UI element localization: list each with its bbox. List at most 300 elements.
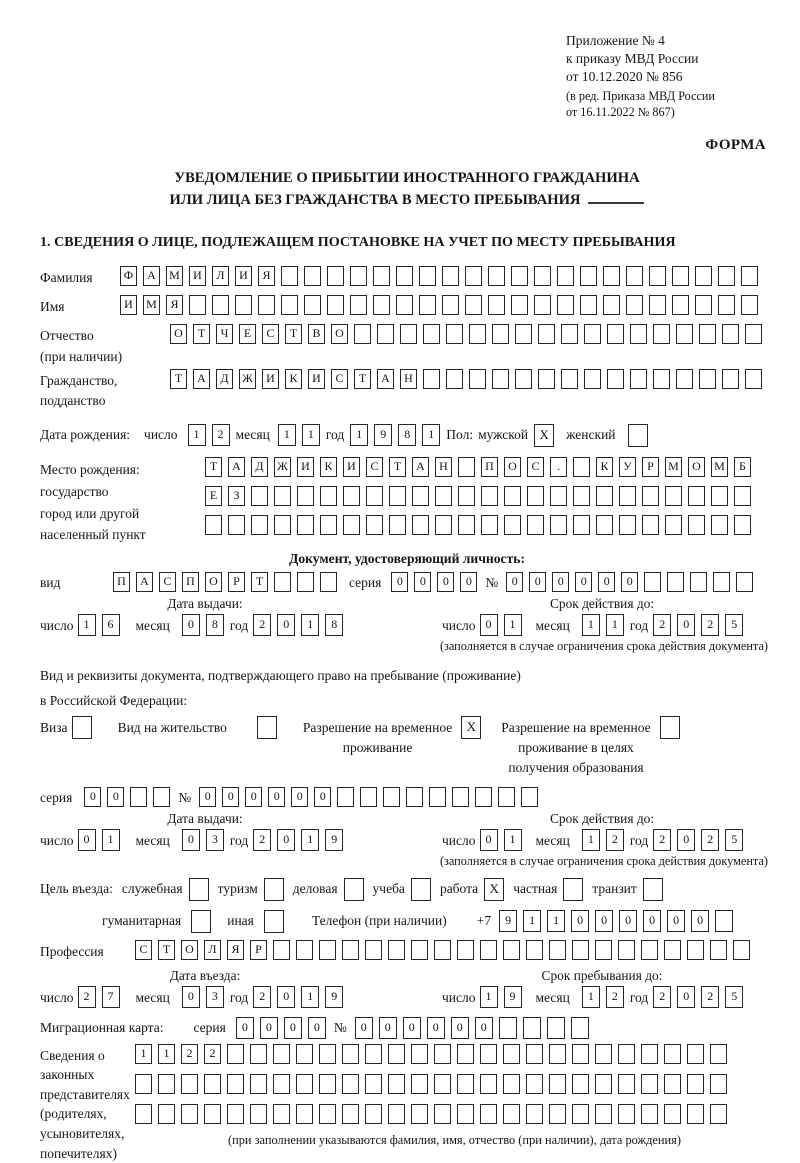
char-cell[interactable]: Я	[258, 266, 275, 286]
char-cell[interactable]: Н	[435, 457, 452, 477]
char-cell[interactable]: 0	[598, 572, 615, 592]
char-cell[interactable]	[320, 515, 337, 535]
char-cell[interactable]	[603, 295, 620, 315]
char-cell[interactable]: 0	[182, 986, 200, 1008]
char-cell[interactable]	[736, 572, 753, 592]
visa-checkbox[interactable]	[72, 716, 92, 739]
char-cell[interactable]	[320, 572, 337, 592]
char-cell[interactable]: 1	[582, 986, 600, 1008]
char-cell[interactable]: 0	[182, 614, 200, 636]
char-cell[interactable]: О	[170, 324, 187, 344]
char-cell[interactable]: 0	[414, 572, 431, 592]
char-cell[interactable]: 2	[204, 1044, 221, 1064]
purpose-private-checkbox[interactable]	[563, 878, 583, 901]
char-cell[interactable]	[572, 1074, 589, 1094]
char-cell[interactable]	[457, 1104, 474, 1124]
char-cell[interactable]	[504, 515, 521, 535]
char-cell[interactable]	[538, 324, 555, 344]
char-cell[interactable]	[304, 295, 321, 315]
char-cell[interactable]: 0	[667, 910, 685, 932]
char-cell[interactable]	[412, 486, 429, 506]
char-cell[interactable]	[618, 940, 635, 960]
char-cell[interactable]: 8	[206, 614, 224, 636]
char-cell[interactable]: А	[228, 457, 245, 477]
char-cell[interactable]	[274, 486, 291, 506]
char-cell[interactable]	[423, 324, 440, 344]
char-cell[interactable]: 7	[102, 986, 120, 1008]
char-cell[interactable]	[521, 787, 538, 807]
char-cell[interactable]	[734, 486, 751, 506]
char-cell[interactable]	[250, 1104, 267, 1124]
char-cell[interactable]: А	[377, 369, 394, 389]
char-cell[interactable]: 2	[653, 986, 671, 1008]
char-cell[interactable]	[710, 1074, 727, 1094]
char-cell[interactable]	[549, 1104, 566, 1124]
char-cell[interactable]	[342, 1044, 359, 1064]
char-cell[interactable]: П	[182, 572, 199, 592]
char-cell[interactable]: Р	[642, 457, 659, 477]
char-cell[interactable]	[557, 295, 574, 315]
char-cell[interactable]	[676, 324, 693, 344]
char-cell[interactable]	[526, 1104, 543, 1124]
char-cell[interactable]	[400, 324, 417, 344]
char-cell[interactable]	[481, 486, 498, 506]
char-cell[interactable]: 9	[325, 829, 343, 851]
char-cell[interactable]: Т	[251, 572, 268, 592]
char-cell[interactable]	[469, 324, 486, 344]
char-cell[interactable]: А	[193, 369, 210, 389]
char-cell[interactable]	[630, 369, 647, 389]
char-cell[interactable]: 1	[301, 986, 319, 1008]
char-cell[interactable]: Е	[205, 486, 222, 506]
char-cell[interactable]	[741, 295, 758, 315]
char-cell[interactable]: И	[343, 457, 360, 477]
char-cell[interactable]	[488, 266, 505, 286]
char-cell[interactable]	[688, 515, 705, 535]
char-cell[interactable]: К	[596, 457, 613, 477]
char-cell[interactable]	[360, 787, 377, 807]
char-cell[interactable]: М	[143, 295, 160, 315]
char-cell[interactable]: Н	[400, 369, 417, 389]
char-cell[interactable]: Л	[204, 940, 221, 960]
char-cell[interactable]: 0	[236, 1017, 254, 1039]
char-cell[interactable]: Д	[251, 457, 268, 477]
char-cell[interactable]	[446, 324, 463, 344]
char-cell[interactable]	[458, 515, 475, 535]
temp-residence-checkbox[interactable]: X	[461, 716, 481, 739]
char-cell[interactable]: 1	[350, 424, 368, 446]
char-cell[interactable]	[434, 940, 451, 960]
char-cell[interactable]	[235, 295, 252, 315]
char-cell[interactable]: Ж	[274, 457, 291, 477]
char-cell[interactable]	[672, 266, 689, 286]
char-cell[interactable]	[434, 1044, 451, 1064]
char-cell[interactable]	[419, 295, 436, 315]
char-cell[interactable]	[250, 1074, 267, 1094]
purpose-other-checkbox[interactable]	[264, 910, 284, 933]
char-cell[interactable]: 0	[277, 829, 295, 851]
char-cell[interactable]: 0	[437, 572, 454, 592]
char-cell[interactable]: С	[527, 457, 544, 477]
char-cell[interactable]	[481, 515, 498, 535]
char-cell[interactable]: Т	[158, 940, 175, 960]
char-cell[interactable]	[204, 1074, 221, 1094]
char-cell[interactable]: 5	[725, 614, 743, 636]
char-cell[interactable]	[480, 1104, 497, 1124]
char-cell[interactable]	[251, 515, 268, 535]
char-cell[interactable]	[480, 940, 497, 960]
char-cell[interactable]: 0	[107, 787, 124, 807]
char-cell[interactable]	[688, 486, 705, 506]
char-cell[interactable]: С	[135, 940, 152, 960]
char-cell[interactable]	[595, 940, 612, 960]
char-cell[interactable]	[296, 940, 313, 960]
char-cell[interactable]	[618, 1074, 635, 1094]
char-cell[interactable]: 2	[253, 986, 271, 1008]
char-cell[interactable]	[396, 266, 413, 286]
char-cell[interactable]: М	[665, 457, 682, 477]
char-cell[interactable]: 0	[84, 787, 101, 807]
char-cell[interactable]	[389, 486, 406, 506]
char-cell[interactable]	[406, 787, 423, 807]
char-cell[interactable]	[664, 940, 681, 960]
char-cell[interactable]	[695, 266, 712, 286]
char-cell[interactable]	[626, 295, 643, 315]
char-cell[interactable]	[457, 1044, 474, 1064]
char-cell[interactable]	[549, 1044, 566, 1064]
char-cell[interactable]	[475, 787, 492, 807]
char-cell[interactable]: К	[320, 457, 337, 477]
char-cell[interactable]	[412, 515, 429, 535]
char-cell[interactable]	[492, 369, 509, 389]
char-cell[interactable]	[435, 486, 452, 506]
char-cell[interactable]	[676, 369, 693, 389]
char-cell[interactable]	[273, 1044, 290, 1064]
char-cell[interactable]	[465, 266, 482, 286]
char-cell[interactable]	[158, 1074, 175, 1094]
char-cell[interactable]	[446, 369, 463, 389]
purpose-official-checkbox[interactable]	[189, 878, 209, 901]
char-cell[interactable]: Е	[239, 324, 256, 344]
char-cell[interactable]	[457, 1074, 474, 1094]
char-cell[interactable]	[695, 295, 712, 315]
char-cell[interactable]	[419, 266, 436, 286]
char-cell[interactable]	[227, 1104, 244, 1124]
char-cell[interactable]	[573, 457, 590, 477]
char-cell[interactable]	[503, 1104, 520, 1124]
char-cell[interactable]	[181, 1074, 198, 1094]
char-cell[interactable]	[492, 324, 509, 344]
char-cell[interactable]	[411, 1104, 428, 1124]
char-cell[interactable]	[388, 940, 405, 960]
char-cell[interactable]	[573, 486, 590, 506]
char-cell[interactable]	[699, 369, 716, 389]
char-cell[interactable]: 8	[398, 424, 416, 446]
char-cell[interactable]	[297, 572, 314, 592]
char-cell[interactable]	[469, 369, 486, 389]
char-cell[interactable]: 3	[206, 986, 224, 1008]
char-cell[interactable]: 0	[277, 986, 295, 1008]
char-cell[interactable]	[618, 1104, 635, 1124]
char-cell[interactable]: К	[285, 369, 302, 389]
char-cell[interactable]	[596, 486, 613, 506]
char-cell[interactable]: 0	[308, 1017, 326, 1039]
char-cell[interactable]	[515, 324, 532, 344]
char-cell[interactable]: 0	[575, 572, 592, 592]
char-cell[interactable]: И	[308, 369, 325, 389]
char-cell[interactable]: 9	[504, 986, 522, 1008]
char-cell[interactable]: 1	[422, 424, 440, 446]
char-cell[interactable]	[511, 295, 528, 315]
char-cell[interactable]: 1	[102, 829, 120, 851]
char-cell[interactable]: 1	[523, 910, 541, 932]
char-cell[interactable]	[465, 295, 482, 315]
char-cell[interactable]	[642, 486, 659, 506]
char-cell[interactable]	[699, 324, 716, 344]
char-cell[interactable]	[429, 787, 446, 807]
char-cell[interactable]	[664, 1074, 681, 1094]
char-cell[interactable]	[687, 1044, 704, 1064]
char-cell[interactable]: Т	[193, 324, 210, 344]
char-cell[interactable]	[687, 940, 704, 960]
char-cell[interactable]	[365, 1044, 382, 1064]
char-cell[interactable]	[642, 515, 659, 535]
char-cell[interactable]: 1	[188, 424, 206, 446]
char-cell[interactable]	[580, 266, 597, 286]
char-cell[interactable]: 0	[277, 614, 295, 636]
char-cell[interactable]: 9	[325, 986, 343, 1008]
char-cell[interactable]	[667, 572, 684, 592]
char-cell[interactable]	[296, 1044, 313, 1064]
char-cell[interactable]: 0	[355, 1017, 373, 1039]
char-cell[interactable]: Ф	[120, 266, 137, 286]
char-cell[interactable]: 0	[475, 1017, 493, 1039]
char-cell[interactable]: 2	[701, 829, 719, 851]
char-cell[interactable]	[342, 940, 359, 960]
purpose-study-checkbox[interactable]	[411, 878, 431, 901]
char-cell[interactable]	[273, 1104, 290, 1124]
char-cell[interactable]	[607, 369, 624, 389]
char-cell[interactable]	[618, 1044, 635, 1064]
char-cell[interactable]	[434, 1104, 451, 1124]
char-cell[interactable]	[205, 515, 222, 535]
char-cell[interactable]: Б	[734, 457, 751, 477]
char-cell[interactable]: 2	[253, 829, 271, 851]
char-cell[interactable]: 0	[460, 572, 477, 592]
char-cell[interactable]	[550, 515, 567, 535]
char-cell[interactable]	[281, 295, 298, 315]
char-cell[interactable]	[319, 1104, 336, 1124]
char-cell[interactable]: М	[711, 457, 728, 477]
char-cell[interactable]	[452, 787, 469, 807]
char-cell[interactable]: О	[504, 457, 521, 477]
char-cell[interactable]	[503, 940, 520, 960]
char-cell[interactable]: 1	[582, 614, 600, 636]
char-cell[interactable]	[411, 1074, 428, 1094]
char-cell[interactable]	[649, 295, 666, 315]
char-cell[interactable]: Р	[228, 572, 245, 592]
char-cell[interactable]	[550, 486, 567, 506]
char-cell[interactable]	[718, 295, 735, 315]
char-cell[interactable]	[503, 1074, 520, 1094]
char-cell[interactable]: .	[550, 457, 567, 477]
char-cell[interactable]: 0	[427, 1017, 445, 1039]
char-cell[interactable]: Л	[212, 266, 229, 286]
char-cell[interactable]	[373, 295, 390, 315]
char-cell[interactable]	[350, 295, 367, 315]
char-cell[interactable]	[343, 515, 360, 535]
char-cell[interactable]	[557, 266, 574, 286]
temp-residence-edu-checkbox[interactable]	[660, 716, 680, 739]
char-cell[interactable]	[511, 266, 528, 286]
char-cell[interactable]: И	[262, 369, 279, 389]
char-cell[interactable]	[630, 324, 647, 344]
char-cell[interactable]	[526, 940, 543, 960]
char-cell[interactable]	[644, 572, 661, 592]
char-cell[interactable]	[710, 1104, 727, 1124]
purpose-business-checkbox[interactable]	[344, 878, 364, 901]
char-cell[interactable]: 8	[325, 614, 343, 636]
char-cell[interactable]	[711, 486, 728, 506]
char-cell[interactable]: 2	[653, 829, 671, 851]
char-cell[interactable]: Д	[216, 369, 233, 389]
char-cell[interactable]	[503, 1044, 520, 1064]
char-cell[interactable]: 1	[301, 829, 319, 851]
char-cell[interactable]: 0	[529, 572, 546, 592]
purpose-transit-checkbox[interactable]	[643, 878, 663, 901]
char-cell[interactable]	[383, 787, 400, 807]
char-cell[interactable]	[595, 1044, 612, 1064]
char-cell[interactable]: У	[619, 457, 636, 477]
char-cell[interactable]: Т	[170, 369, 187, 389]
char-cell[interactable]	[672, 295, 689, 315]
char-cell[interactable]: И	[189, 266, 206, 286]
char-cell[interactable]	[297, 515, 314, 535]
char-cell[interactable]: 2	[606, 986, 624, 1008]
char-cell[interactable]: 1	[301, 614, 319, 636]
char-cell[interactable]	[499, 1017, 517, 1039]
char-cell[interactable]: О	[205, 572, 222, 592]
char-cell[interactable]	[665, 486, 682, 506]
char-cell[interactable]	[388, 1104, 405, 1124]
char-cell[interactable]	[534, 295, 551, 315]
char-cell[interactable]: А	[136, 572, 153, 592]
char-cell[interactable]	[135, 1074, 152, 1094]
char-cell[interactable]: А	[412, 457, 429, 477]
char-cell[interactable]	[718, 266, 735, 286]
char-cell[interactable]	[130, 787, 147, 807]
char-cell[interactable]	[227, 1074, 244, 1094]
char-cell[interactable]	[153, 787, 170, 807]
char-cell[interactable]	[572, 1104, 589, 1124]
char-cell[interactable]	[342, 1104, 359, 1124]
char-cell[interactable]: С	[331, 369, 348, 389]
char-cell[interactable]: О	[181, 940, 198, 960]
char-cell[interactable]	[458, 457, 475, 477]
char-cell[interactable]: И	[120, 295, 137, 315]
char-cell[interactable]	[584, 324, 601, 344]
char-cell[interactable]: С	[366, 457, 383, 477]
char-cell[interactable]	[181, 1104, 198, 1124]
char-cell[interactable]	[580, 295, 597, 315]
char-cell[interactable]	[653, 369, 670, 389]
char-cell[interactable]: И	[235, 266, 252, 286]
char-cell[interactable]: 0	[677, 986, 695, 1008]
char-cell[interactable]: 0	[199, 787, 216, 807]
char-cell[interactable]	[561, 369, 578, 389]
char-cell[interactable]	[227, 1044, 244, 1064]
char-cell[interactable]	[442, 295, 459, 315]
char-cell[interactable]: Т	[354, 369, 371, 389]
char-cell[interactable]	[435, 515, 452, 535]
char-cell[interactable]	[354, 324, 371, 344]
char-cell[interactable]: 0	[78, 829, 96, 851]
char-cell[interactable]: Я	[166, 295, 183, 315]
char-cell[interactable]	[297, 486, 314, 506]
char-cell[interactable]	[319, 1044, 336, 1064]
char-cell[interactable]	[534, 266, 551, 286]
char-cell[interactable]: 1	[278, 424, 296, 446]
char-cell[interactable]: 1	[78, 614, 96, 636]
char-cell[interactable]: 0	[619, 910, 637, 932]
char-cell[interactable]	[274, 572, 291, 592]
char-cell[interactable]	[523, 1017, 541, 1039]
char-cell[interactable]	[607, 324, 624, 344]
char-cell[interactable]: 0	[314, 787, 331, 807]
char-cell[interactable]	[281, 266, 298, 286]
char-cell[interactable]	[411, 940, 428, 960]
char-cell[interactable]	[480, 1044, 497, 1064]
female-checkbox[interactable]	[628, 424, 648, 447]
char-cell[interactable]	[722, 324, 739, 344]
char-cell[interactable]	[664, 1044, 681, 1064]
char-cell[interactable]	[733, 940, 750, 960]
char-cell[interactable]: Р	[250, 940, 267, 960]
char-cell[interactable]	[515, 369, 532, 389]
char-cell[interactable]: 1	[135, 1044, 152, 1064]
char-cell[interactable]	[653, 324, 670, 344]
char-cell[interactable]: 2	[181, 1044, 198, 1064]
char-cell[interactable]	[595, 1074, 612, 1094]
char-cell[interactable]: П	[113, 572, 130, 592]
char-cell[interactable]	[212, 295, 229, 315]
char-cell[interactable]	[365, 1074, 382, 1094]
char-cell[interactable]	[388, 1044, 405, 1064]
char-cell[interactable]: 2	[253, 614, 271, 636]
char-cell[interactable]	[745, 324, 762, 344]
char-cell[interactable]	[189, 295, 206, 315]
char-cell[interactable]: 5	[725, 829, 743, 851]
char-cell[interactable]	[619, 486, 636, 506]
char-cell[interactable]	[710, 940, 727, 960]
char-cell[interactable]: 1	[547, 910, 565, 932]
char-cell[interactable]: В	[308, 324, 325, 344]
char-cell[interactable]	[296, 1074, 313, 1094]
char-cell[interactable]: С	[262, 324, 279, 344]
char-cell[interactable]	[251, 486, 268, 506]
char-cell[interactable]	[561, 324, 578, 344]
char-cell[interactable]: 2	[78, 986, 96, 1008]
char-cell[interactable]: 0	[451, 1017, 469, 1039]
char-cell[interactable]: О	[688, 457, 705, 477]
char-cell[interactable]	[641, 1074, 658, 1094]
char-cell[interactable]	[258, 295, 275, 315]
char-cell[interactable]: Ж	[239, 369, 256, 389]
char-cell[interactable]	[619, 515, 636, 535]
char-cell[interactable]: 0	[691, 910, 709, 932]
char-cell[interactable]	[572, 1044, 589, 1064]
char-cell[interactable]: 0	[677, 614, 695, 636]
